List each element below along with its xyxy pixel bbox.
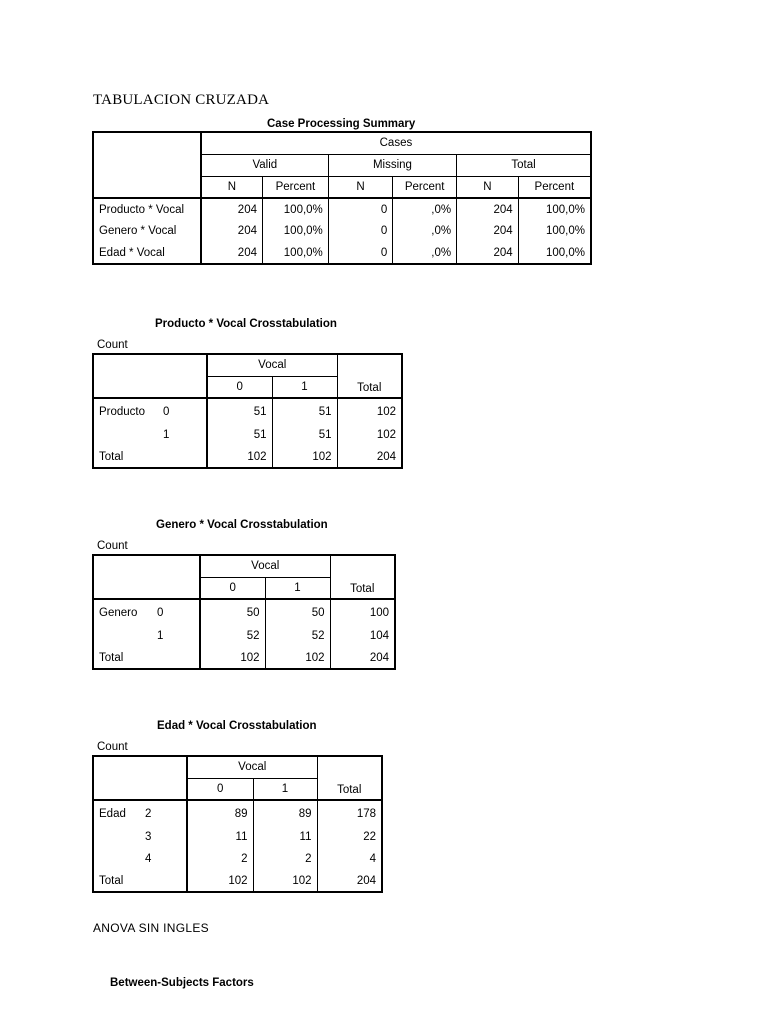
var-label-empty — [93, 424, 157, 446]
cell: 100,0% — [262, 198, 328, 220]
var-label-empty — [93, 826, 139, 848]
cell: 100,0% — [545, 246, 585, 259]
cell: ,0% — [393, 242, 457, 264]
edad-crosstab — [92, 755, 383, 893]
vocal-header: Vocal — [200, 555, 330, 577]
col-header: 1 — [253, 778, 317, 800]
cell: 204 — [201, 242, 263, 264]
genero-table-title: Genero * Vocal Crosstabulation — [156, 519, 328, 531]
row-label: Producto * Vocal — [93, 198, 201, 220]
edad-table-title: Edad * Vocal Crosstabulation — [157, 720, 317, 732]
cell: 51 — [272, 398, 337, 424]
cell: 4 — [369, 853, 376, 865]
vocal-header: Vocal — [207, 354, 337, 376]
cell: 204 — [457, 242, 519, 264]
total-header: Total — [457, 154, 591, 176]
level-label: 1 — [157, 424, 207, 446]
col-header: 1 — [265, 577, 330, 599]
total-col-header: Total — [317, 756, 382, 800]
cell: 11 — [187, 826, 253, 848]
table-row — [93, 198, 591, 220]
col-header: 0 — [187, 778, 253, 800]
corner-cell — [93, 756, 187, 800]
row-label: Edad * Vocal — [93, 242, 201, 264]
table-row — [93, 848, 382, 870]
cell: 204 — [457, 220, 519, 242]
cell: 102 — [253, 870, 317, 892]
total-row-label: Total — [93, 446, 207, 468]
total-row — [93, 446, 402, 468]
cell: 52 — [200, 625, 265, 647]
table-row — [93, 599, 395, 625]
cell: 178 — [356, 807, 376, 820]
level-label: 4 — [139, 848, 187, 870]
col-header: 1 — [272, 376, 337, 398]
table-row — [93, 424, 402, 446]
cell: 0 — [328, 242, 392, 264]
anova-heading: ANOVA SIN INGLES — [93, 921, 209, 935]
var-label-empty — [93, 625, 151, 647]
table-row — [93, 398, 402, 424]
cell: ,0% — [393, 198, 457, 220]
total-col-header: Total — [330, 555, 395, 599]
cases-header: Cases — [201, 132, 591, 154]
count-label: Count — [97, 540, 128, 552]
cell: 102 — [376, 405, 396, 418]
table-row — [93, 800, 382, 826]
cell: 102 — [187, 870, 253, 892]
var-label: Producto — [99, 405, 146, 418]
cell: 89 — [253, 800, 317, 826]
var-label: Edad — [99, 807, 126, 820]
level-label: 1 — [151, 625, 200, 647]
missing-header: Missing — [328, 154, 456, 176]
var-label: Genero — [99, 606, 138, 619]
vocal-header: Vocal — [187, 756, 317, 778]
cell: 104 — [369, 630, 389, 642]
corner-cell — [93, 354, 207, 398]
corner-cell — [93, 132, 201, 198]
cell: 102 — [207, 446, 272, 468]
cell: 89 — [187, 800, 253, 826]
genero-crosstab — [92, 554, 396, 670]
cell: 22 — [363, 831, 376, 843]
table-row — [93, 625, 395, 647]
sub-header: Percent — [518, 176, 591, 198]
cell: 11 — [253, 826, 317, 848]
count-label: Count — [97, 339, 128, 351]
col-header: 0 — [207, 376, 272, 398]
col-header: 0 — [200, 577, 265, 599]
cell: 51 — [207, 398, 272, 424]
cell: 100,0% — [545, 225, 585, 237]
valid-header: Valid — [201, 154, 328, 176]
case-summary-table — [92, 131, 592, 265]
sub-header: Percent — [393, 176, 457, 198]
total-col-header: Total — [337, 354, 402, 398]
cell: 102 — [200, 647, 265, 669]
cell: 52 — [265, 625, 330, 647]
cell: 100 — [369, 606, 389, 619]
total-row — [93, 870, 382, 892]
between-subjects-title: Between-Subjects Factors — [110, 977, 254, 989]
cell: 204 — [201, 198, 263, 220]
cell: 204 — [201, 220, 263, 242]
cell: 102 — [272, 446, 337, 468]
level-label: 3 — [139, 826, 187, 848]
cell: 50 — [265, 599, 330, 625]
cell: 204 — [457, 198, 519, 220]
table-row — [93, 220, 591, 242]
cell: 2 — [253, 848, 317, 870]
sub-header: N — [328, 176, 392, 198]
cell: 51 — [207, 424, 272, 446]
document-title: TABULACION CRUZADA — [93, 92, 270, 108]
table-row — [93, 242, 591, 264]
producto-crosstab — [92, 353, 403, 469]
cell: 0 — [328, 198, 392, 220]
level-label: 0 — [157, 398, 207, 424]
level-label: 2 — [139, 800, 187, 826]
sub-header: Percent — [262, 176, 328, 198]
cell: 50 — [200, 599, 265, 625]
sub-header: N — [201, 176, 263, 198]
cell: 100,0% — [545, 203, 585, 216]
cell: 204 — [356, 874, 376, 887]
cell: 102 — [376, 429, 396, 441]
var-label-empty — [93, 848, 139, 870]
cell: 0 — [328, 220, 392, 242]
row-label: Genero * Vocal — [93, 220, 201, 242]
level-label: 0 — [151, 599, 200, 625]
cell: 2 — [187, 848, 253, 870]
sub-header: N — [457, 176, 519, 198]
table-row — [93, 826, 382, 848]
total-row — [93, 647, 395, 669]
producto-table-title: Producto * Vocal Crosstabulation — [155, 318, 337, 330]
corner-cell — [93, 555, 200, 599]
cell: ,0% — [393, 220, 457, 242]
cell: 100,0% — [262, 220, 328, 242]
total-row-label: Total — [93, 647, 200, 669]
case-summary-title: Case Processing Summary — [267, 118, 416, 130]
total-row-label: Total — [93, 870, 187, 892]
cell: 102 — [265, 647, 330, 669]
cell: 204 — [376, 450, 396, 463]
cell: 51 — [272, 424, 337, 446]
count-label: Count — [97, 741, 128, 753]
cell: 204 — [369, 651, 389, 664]
cell: 100,0% — [262, 242, 328, 264]
